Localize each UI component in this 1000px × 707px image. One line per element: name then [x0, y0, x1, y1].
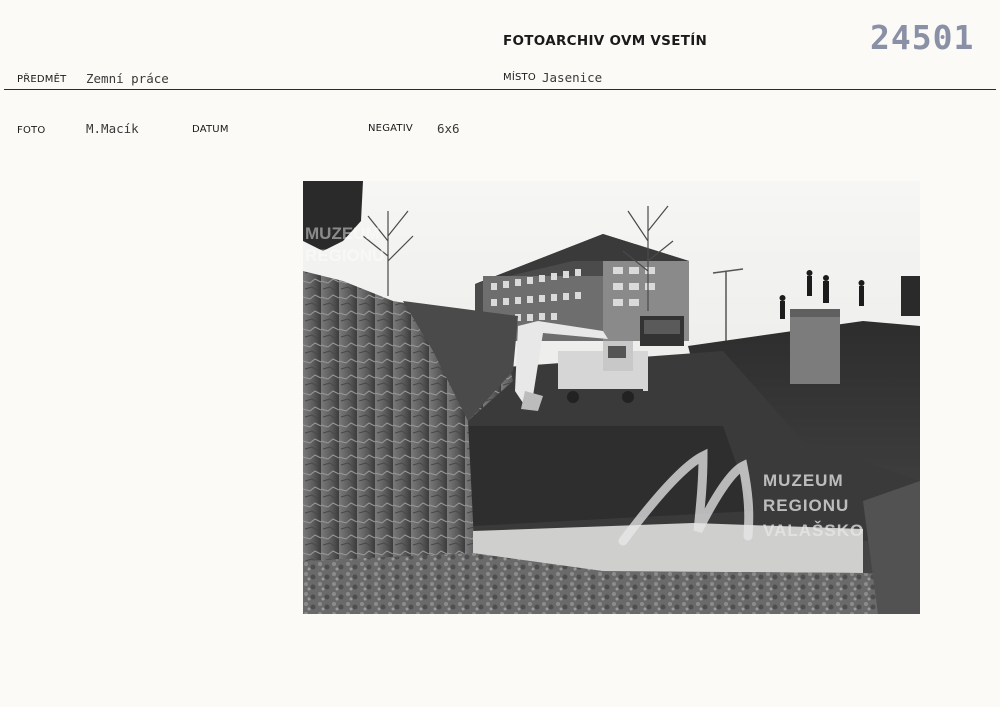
header-divider	[4, 89, 996, 90]
place-value: Jasenice	[542, 70, 603, 85]
date-label: DATUM	[192, 124, 229, 135]
watermark-line: VALAŠSKO	[763, 521, 865, 540]
place-label: MÍSTO	[503, 72, 536, 83]
watermark-line: REGIONU	[763, 496, 850, 515]
photo-author-value: M.Macík	[86, 121, 139, 136]
archive-number-stamp: 24501	[870, 18, 975, 57]
archive-title: FOTOARCHIV OVM VSETÍN	[503, 33, 708, 49]
subject-label: PŘEDMĚT	[17, 74, 67, 85]
watermark-line: MUZEUM	[305, 224, 380, 243]
watermark-line: REGIONU	[305, 246, 385, 265]
excavation-photo	[303, 181, 920, 614]
negative-value: 6x6	[437, 121, 460, 136]
watermark-line: MUZEUM	[763, 471, 844, 490]
negative-label: NEGATIV	[368, 123, 413, 134]
photo-author-label: FOTO	[17, 125, 46, 136]
subject-value: Zemní práce	[86, 71, 169, 86]
